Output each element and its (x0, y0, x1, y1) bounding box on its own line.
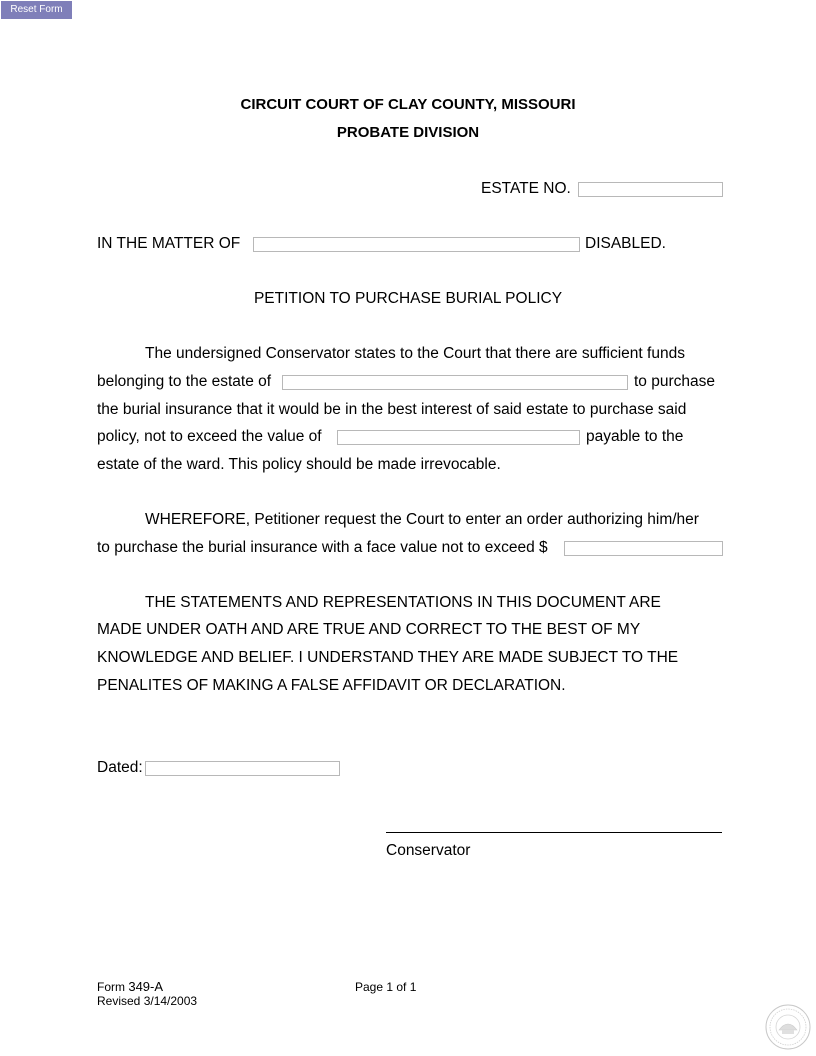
estate-of-input[interactable] (282, 375, 628, 390)
matter-suffix: DISABLED. (585, 235, 666, 252)
para1-line5: estate of the ward. This policy should be made irrevocable. (97, 456, 501, 473)
page-number: Page 1 of 1 (355, 980, 417, 994)
form-number (97, 980, 163, 994)
signature-label: Conservator (386, 842, 471, 859)
court-title: CIRCUIT COURT OF CLAY COUNTY, MISSOURI (240, 96, 576, 113)
estate-no-input[interactable] (578, 182, 723, 197)
signature-line (386, 832, 722, 833)
reset-form-button[interactable]: Reset Form (1, 1, 72, 19)
para1-line4-prefix: policy, not to exceed the value of (97, 428, 322, 445)
para1-line4-suffix: payable to the (586, 428, 684, 445)
para3-line2: MADE UNDER OATH AND ARE TRUE AND CORRECT TO THE BEST OF MY (97, 621, 641, 638)
face-value-input[interactable] (564, 541, 723, 556)
form-number-prefix: Form (97, 980, 125, 994)
revised-date: Revised 3/14/2003 (97, 994, 198, 1008)
para1-line2-suffix: to purchase (634, 373, 715, 390)
division-title: PROBATE DIVISION (336, 124, 480, 141)
para3-line1: THE STATEMENTS AND REPRESENTATIONS IN THIS DOCUMENT ARE (145, 594, 661, 611)
para3-line4: PENALITES OF MAKING A FALSE AFFIDAVIT OR DECLARATION. (97, 677, 566, 694)
petition-title: PETITION TO PURCHASE BURIAL POLICY (253, 290, 563, 307)
court-seal-icon (765, 1004, 811, 1050)
para2-line1: WHEREFORE, Petitioner request the Court to enter an order authorizing him/her (145, 511, 699, 528)
para2-line2-prefix: to purchase the burial insurance with a face value not to exceed $ (97, 539, 548, 556)
para1-line1: The undersigned Conservator states to the Court that there are sufficient funds (145, 345, 685, 362)
matter-prefix: IN THE MATTER OF (97, 235, 241, 252)
para1-line3: the burial insurance that it would be in the best interest of said estate to purchase said (97, 401, 687, 418)
policy-value-input[interactable] (337, 430, 580, 445)
matter-name-input[interactable] (253, 237, 580, 252)
estate-no-label: ESTATE NO. (481, 180, 571, 197)
para3-line3: KNOWLEDGE AND BELIEF. I UNDERSTAND THEY ARE MADE SUBJECT TO THE (97, 649, 679, 666)
form-number-value: 349-A (128, 979, 164, 994)
para1-line2-prefix: belonging to the estate of (97, 373, 272, 390)
dated-label: Dated: (97, 759, 143, 776)
dated-input[interactable] (145, 761, 340, 776)
